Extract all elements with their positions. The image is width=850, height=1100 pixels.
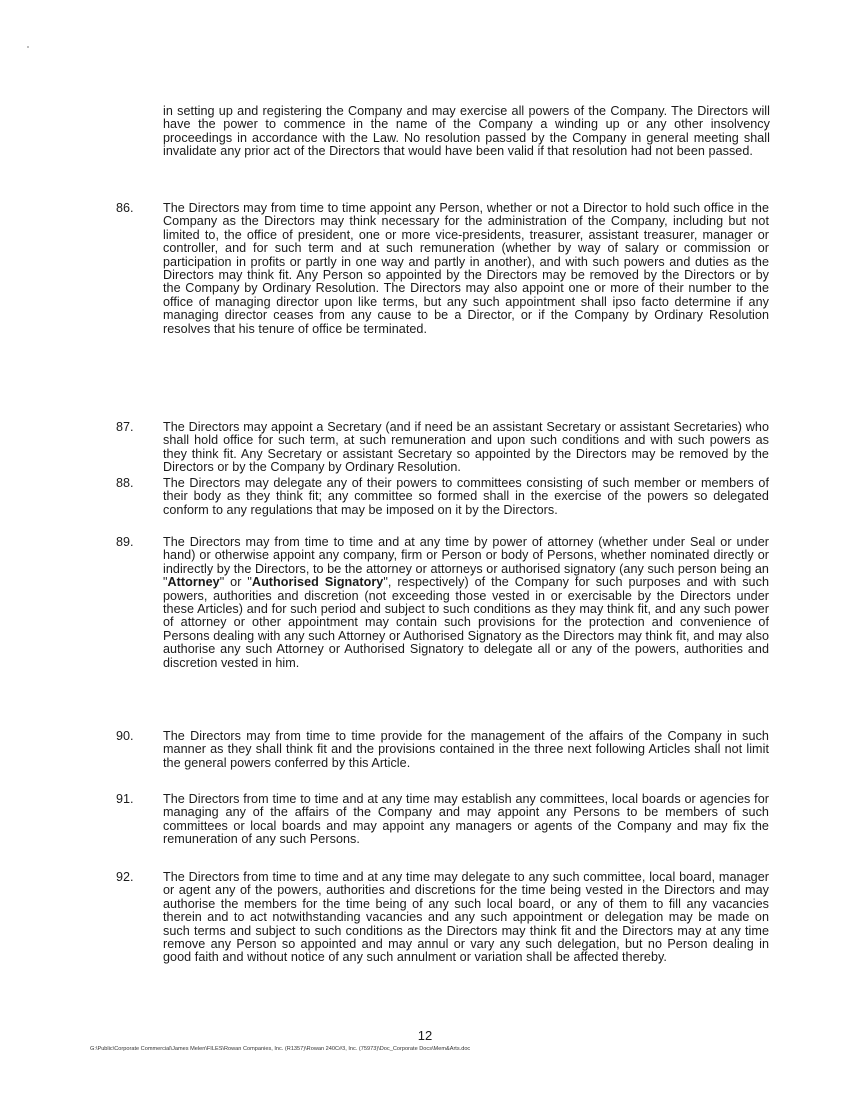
- footer-file-path: G:\Public\Corporate Commercial\James Melen\FILES\Rowan Companies, Inc. (R1357)\Rowan 240C#3, Inc. (75973)\Doc_Corporate Docs\Mem&Arts.doc: [90, 1046, 471, 1052]
- article-text: The Directors from time to time and at any time may delegate to any such committee, local board, manager or agent any of the powers, authorities and discretions for the time being vested in the Directors and may authorise the members for the time being of any such local board, or any of them to fill any vacancies therein and to act notwithstanding vacancies and any such appointment or delegation may be made on such terms and subject to such conditions as the Directors may think fit and the Directors may at any time remove any Person so appointed and may annul or vary any such delegation, but no Person dealing in good faith and without notice of any such annulment or variation shall be affected thereby.: [163, 870, 769, 965]
- article-text: The Directors may from time to time appoint any Person, whether or not a Director to hold such office in the Company as the Directors may think necessary for the administration of the Company, including but not limited to, the office of president, one or more vice-presidents, treasurer, assistant treasurer, manager or controller, and for such term and at such remuneration (whether by way of salary or commission or participation in profits or partly in one way and partly in another), and with such powers and duties as the Directors may think fit. Any Person so appointed by the Directors may be removed by the Directors or by the Company by Ordinary Resolution. The Directors may also appoint one or more of their number to the office of managing director upon like terms, but any such appointment shall ipso facto determine if any managing director ceases from any cause to be a Director, or if the Company by Ordinary Resolution resolves that his tenure of office be terminated.: [163, 201, 769, 336]
- scan-mark: [27, 46, 29, 48]
- article-text-part: The Directors may from time to time and at any time by power of attorney (whether under Seal or under hand) or otherwise appoint any company, firm or Person or body of Persons, whether nominated directly or indirectly by the Directors, to be the attorney or attorneys or authorised signatory (any such person being an ": [163, 535, 769, 590]
- lead-paragraph: in setting up and registering the Company and may exercise all powers of the Company. The Directors will have the power to commence in the name of the Company a winding up or any other insolvency proceedings in accordance with the Law. No resolution passed by the Company in general meeting shall invalidate any prior act of the Directors that would have been valid if that resolution had not been passed.: [163, 104, 770, 159]
- article-number: 89.: [116, 535, 134, 549]
- article-number: 87.: [116, 420, 134, 434]
- article-number: 88.: [116, 476, 134, 490]
- article-text: The Directors from time to time and at any time may establish any committees, local boards or agencies for managing any of the affairs of the Company and may appoint any Persons to be members of such committees or local boards and may appoint any managers or agents of the Company and may fix the remuneration of any such Persons.: [163, 792, 769, 847]
- article-text-part: ", respectively) of the Company for such purposes and with such powers, authorities and discretion (not exceeding those vested in or exercisable by the Directors under these Articles) and for such period and subject to such conditions as they may think fit, and any such power of attorney or other appointment may contain such provisions for the protection and convenience of Persons dealing with any such Attorney or Authorised Signatory as the Directors may think fit, and may also authorise any such Attorney or Authorised Signatory to delegate all or any of the powers, authorities and discretion vested in him.: [163, 575, 770, 670]
- article-number: 86.: [116, 201, 134, 215]
- defined-term-authorised-signatory: Authorised Signatory: [251, 575, 384, 590]
- article-text: [163, 536, 769, 670]
- article-text: The Directors may appoint a Secretary (and if need be an assistant Secretary or assistant Secretaries) who shall hold office for such term, at such remuneration and upon such conditions and with such powers as they think fit. Any Secretary or assistant Secretary so appointed by the Directors may be removed by the Directors or by the Company by Ordinary Resolution.: [163, 420, 769, 475]
- article-text-part: " or ": [219, 575, 252, 590]
- article-text: The Directors may from time to time provide for the management of the affairs of the Company in such manner as they shall think fit and the provisions contained in the three next following Articles shall not limit the general powers conferred by this Article.: [163, 729, 769, 770]
- article-number: 91.: [116, 792, 134, 806]
- article-number: 90.: [116, 729, 134, 743]
- defined-term-attorney: Attorney: [167, 575, 220, 590]
- page-number: 12: [417, 1028, 433, 1043]
- article-text: The Directors may delegate any of their powers to committees consisting of such member or members of their body as they think fit; any committee so formed shall in the exercise of the powers so delegated conform to any regulations that may be imposed on it by the Directors.: [163, 476, 769, 517]
- article-number: 92.: [116, 870, 134, 884]
